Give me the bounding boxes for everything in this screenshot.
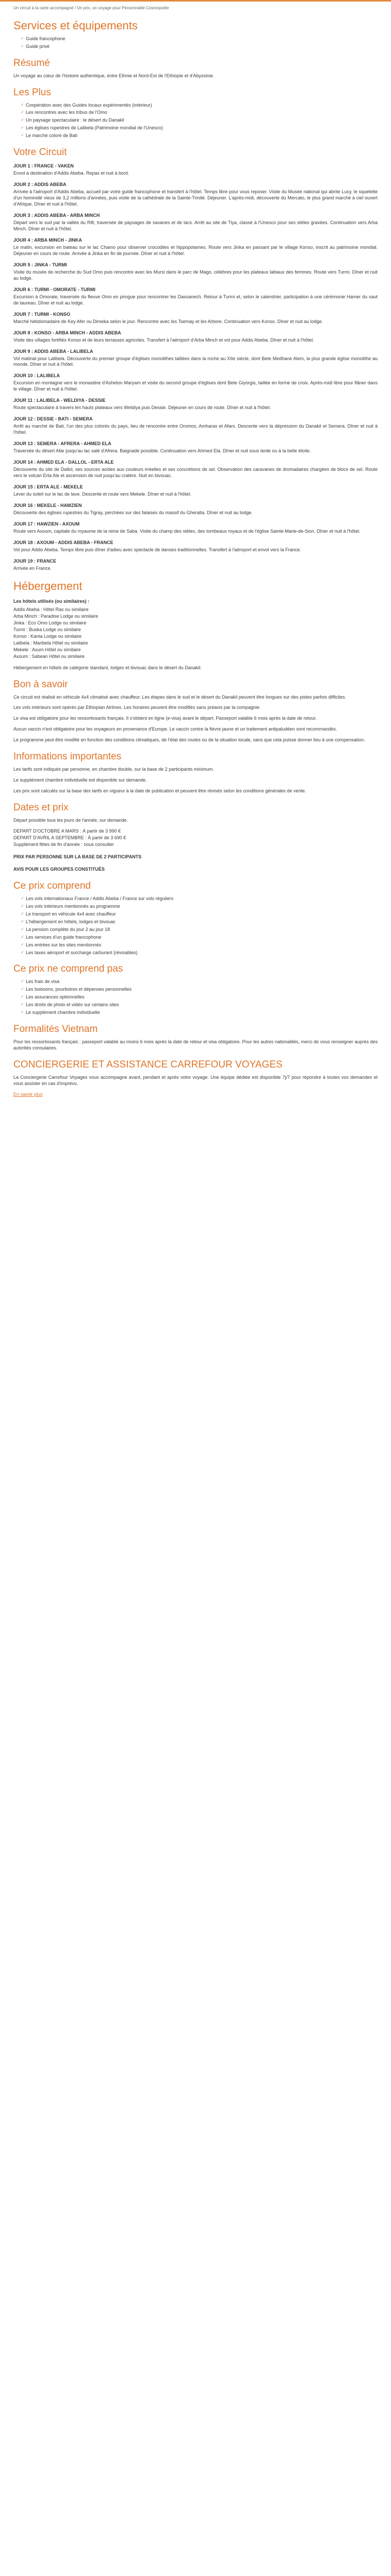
day-text: Route spectaculaire à travers les hauts plateaux vers Weldiya puis Dessie. Déjeuner en cours de route. Dîner et nuit à l'hôtel. xyxy=(13,405,271,411)
non-compris-list xyxy=(13,979,378,1016)
non-compris-item: ✓ Les frais de visa xyxy=(21,979,378,985)
infos-title: Informations importantes xyxy=(13,751,122,762)
comprend-item: ✓ Les services d'un guide francophone xyxy=(21,935,378,941)
page-intro: Un circuit à la carte accompagné / Un prix, un voyage pour Personnalité Cosmopolite xyxy=(13,6,169,10)
day-label: JOUR 9 : ADDIS ABEBA - LALIBELA xyxy=(13,348,93,354)
non-compris-item: ✓ Les boissons, pourboires et dépenses personnelles xyxy=(21,987,378,993)
conditions-paragraph: Ce circuit est réalisé en véhicule 4x4 climatisé avec chauffeur. Les étapes dans le sud et le désert du Danakil peuvent être longues sur des pistes parfois difficiles. xyxy=(13,694,347,700)
day-text: Route vers Axoum, capitale du royaume de la reine de Saba. Visite du champ des stèles, des tombeaux royaux et de l'église Sainte-Marie-de-Sion. Dîner et nuit à l'hôtel. xyxy=(13,528,361,534)
hebergement-note: Hébergement en hôtels de catégorie standard, lodges et bivouac dans le désert du Danakil. xyxy=(13,665,202,670)
plus-list xyxy=(13,103,378,140)
conditions-paragraph: Le visa est obligatoire pour les ressortissants français. Il s'obtient en ligne (e-visa) avant le départ. Passeport valable 6 mois après la date de retour. xyxy=(13,716,317,721)
day-label: JOUR 5 : JINKA - TURMI xyxy=(13,262,67,267)
day-text: Vol matinal pour Lalibela. Découverte du premier groupe d'églises monolithes taillées dans la roche au XIIe siècle, dont Bete Medhane Alem, la plus grande église monolithe au monde. Dîner et nuit à l'hôtel. xyxy=(13,355,378,367)
conditions-paragraph: Le programme peut être modifié en fonction des conditions climatiques, de l'état des routes ou de la situation locale, sans que cela puisse donner lieu à une compensation. xyxy=(13,737,365,743)
comprend-item: ✓ Les taxes aéroport et surcharge carburant (révisables) xyxy=(21,950,378,956)
comprend-item: ✓ Le transport en véhicule 4x4 avec chauffeur xyxy=(21,911,378,918)
day-label: JOUR 4 : ARBA MINCH - JINKA xyxy=(13,237,82,243)
day-text: Découverte du site de Dallol, ses sources acides aux couleurs irréelles et ses concrétions de sel. Observation des caravanes de dromadaires chargées de blocs de sel. Route vers le volcan Erta Ale et ascension de nuit jusqu'au cratère. Nuit en bivouac. xyxy=(13,467,378,479)
day-label: JOUR 18 : AXOUM - ADDIS ABEBA - FRANCE xyxy=(13,539,113,545)
formalites-text: Pour les ressortissants français : passeport valable au moins 6 mois après la date de retour et visa obligatoire. Pour les autres nationalités, merci de vous renseigner auprès des autorités consulaires. xyxy=(13,1039,378,1051)
day-text: Visite du musée de recherche du Sud Omo puis rencontre avec les Mursi dans le parc de Mago, célèbres pour les plateaux labiaux des femmes. Route vers Turmi. Dîner et nuit au lodge. xyxy=(13,269,378,281)
hotel-item: Mekele : Axum Hôtel ou similaire xyxy=(13,647,81,652)
infos-text xyxy=(13,767,378,794)
day-text: Visite des villages fortifiés Konso et de leurs terrasses agricoles. Transfert à l'aéroport d'Arba Minch et vol pour Addis Abeba. Dîner et nuit à l'hôtel. xyxy=(13,337,314,343)
plus-title: Les Plus xyxy=(13,87,51,98)
day-label: JOUR 10 : LALIBELA xyxy=(13,373,60,379)
main-content xyxy=(0,2,391,1098)
assistance-link[interactable]: En savoir plus xyxy=(13,1091,43,1097)
day-label: JOUR 3 : ADDIS ABEBA - ARBA MINCH xyxy=(13,213,100,218)
day-text: Arrêt au marché de Bati, l'un des plus colorés du pays, lieu de rencontre entre Oromos, Amharas et Afars. Descente vers la dépression du Danakil et Semera. Dîner et nuit à l'hôtel. xyxy=(13,423,378,435)
dates-row: Supplément fêtes de fin d'année : nous consulter xyxy=(13,841,114,847)
conditions-title: Bon à savoir xyxy=(13,679,68,690)
conditions-paragraph: Aucun vaccin n'est obligatoire pour les voyageurs en provenance d'Europe. Le vaccin contre la fièvre jaune et un traitement antipaludéen sont recommandés. xyxy=(13,726,337,732)
day-text: Arrivée à l'aéroport d'Addis Abeba, accueil par votre guide francophone et transfert à l'hôtel. Temps libre pour vous reposer. Visite du Musée national qui abrite Lucy, le squelette d'un hominidé vieux de 3,2 millions d'années, puis visite de la cathédrale de la Sainte-Trinité. Déjeuner. L'après-midi, découverte du Mercato, le plus grand marché à ciel ouvert d'Afrique. Dîner et nuit à l'hôtel. xyxy=(13,189,378,207)
dates-row: DEPART D'OCTOBRE A MARS : À partir de 3 990 € xyxy=(13,828,121,834)
services-title: Services et équipements xyxy=(13,19,138,32)
day-label: JOUR 7 : TURMI - KONSO xyxy=(13,311,71,317)
dates-title: Dates et prix xyxy=(13,802,69,814)
services-item: ✓ Guide privé xyxy=(21,44,378,50)
programme-title: Votre Circuit xyxy=(13,147,67,158)
assistance-text: La Conciergerie Carrefour Voyages vous accompagne avant, pendant et après votre voyage. Une équipe dédiée est disponible 7j/7 pour répondre à toutes vos demandes et vous assister en cas d'imprévu. xyxy=(13,1074,378,1086)
assistance-title: CONCIERGERIE ET ASSISTANCE CARREFOUR VOYAGES xyxy=(13,1059,283,1071)
conditions-paragraph: Les vols intérieurs sont opérés par Ethiopian Airlines. Les horaires peuvent être modifiés sans préavis par la compagnie. xyxy=(13,705,261,710)
day-text: Excursion à Omorate, traversée du fleuve Omo en pirogue pour rencontrer les Dassanech. Retour à Turmi et, selon le calendrier, participation à une cérémonie Hamer du saut de taureau. Dîner et nuit au lodge. xyxy=(13,294,378,306)
hotel-item: Konso : Kanta Lodge ou similaire xyxy=(13,633,82,639)
day-label: JOUR 2 : ADDIS ABEBA xyxy=(13,182,67,188)
resume-text: Un voyage au cœur de l'histoire authentique, entre Ethnie et Nord-Est de l'Ethiopie et d'Abyssinie. xyxy=(13,73,215,78)
dates-line: AVIS POUR LES GROUPES CONSTITUÉS xyxy=(13,866,105,872)
comprend-item: ✓ L'hébergement en hôtels, lodges et bivouac xyxy=(21,919,378,925)
day-text: Départ vers le sud par la vallée du Rift, traversée de paysages de savanes et de lacs. Arrêt au site de Tiya, classé à l'Unesco pour ses stèles gravées. Continuation vers Arba Minch. Dîner et nuit à l'hôtel. xyxy=(13,220,378,231)
services-item: ✓ Guide francophone xyxy=(21,36,378,42)
hebergement-title: Hébergement xyxy=(13,579,83,592)
comprend-list xyxy=(13,896,378,956)
formalites-title: Formalités Vietnam xyxy=(13,1024,98,1035)
day-text: Traversée du désert Afar jusqu'au lac salé d'Afrera. Baignade possible. Continuation vers Ahmed Ela. Dîner et nuit sous tente ou à la belle étoile. xyxy=(13,448,311,454)
hebergement-intro: Les hôtels utilisés (ou similaires) : xyxy=(13,598,90,604)
comprend-item: ✓ Les vols intérieurs mentionnés au programme xyxy=(21,904,378,910)
hotel-item: Lalibela : Maribela Hôtel ou similaire xyxy=(13,640,88,646)
hotel-item: Arba Minch : Paradise Lodge ou similaire xyxy=(13,613,99,619)
plus-item: ✓ Les rencontres avec les tribus de l'Omo xyxy=(21,110,378,116)
day-text: Excursion en montagne vers le monastère d'Asheton Maryam et visite du second groupe d'églises dont Bete Giyorgis, taillée en forme de croix. Après-midi libre pour flâner dans le village. Dîner et nuit à l'hôtel. xyxy=(13,380,378,392)
day-text: Découverte des églises rupestres du Tigray, perchées sur des falaises du massif du Gheralta. Dîner et nuit au lodge. xyxy=(13,510,253,515)
programme-days xyxy=(13,163,378,572)
day-label: JOUR 1 : FRANCE - VAKEN xyxy=(13,163,74,169)
day-text: Le matin, excursion en bateau sur le lac Chamo pour observer crocodiles et hippopotames. Route vers Jinka en passant par le village Konso, inscrit au patrimoine mondial. Déjeuner en cours de route. Arrivée à Jinka en fin de journée. Dîner et nuit à l'hôtel. xyxy=(13,244,378,256)
plus-item: ✓ Les églises rupestres de Lalibela (Patrimoine mondial de l'Unesco) xyxy=(21,125,378,131)
comprend-item: ✓ La pension complète du jour 2 au jour 18 xyxy=(21,927,378,933)
non-compris-item: ✓ Les droits de photo et vidéo sur certains sites xyxy=(21,1002,378,1008)
day-text: Envol à destination d'Addis Abeba. Repas et nuit à bord. xyxy=(13,171,129,176)
hotel-list xyxy=(13,607,378,660)
conditions-text xyxy=(13,694,378,744)
dates-row: DEPART D'AVRIL A SEPTEMBRE : À partir de 3 690 € xyxy=(13,835,126,840)
infos-paragraph: Les tarifs sont indiqués par personne, en chambre double, sur la base de 2 participants minimum. xyxy=(13,767,214,772)
day-text: Marché hebdomadaire de Key Afer ou Dimeka selon le jour. Rencontre avec les Tsemay et les Arbore. Continuation vers Konso. Dîner et nuit au lodge. xyxy=(13,318,323,324)
day-label: JOUR 12 : DESSIE - BATI - SEMERA xyxy=(13,416,93,422)
plus-item: ✓ Coopération avec des Guides locaux expérimentés (intérieur) xyxy=(21,103,378,109)
day-text: Lever du soleil sur le lac de lave. Descente et route vers Mekele. Dîner et nuit à l'hôtel. xyxy=(13,492,191,497)
infos-paragraph: Les prix sont calculés sur la base des tarifs en vigueur à la date de publication et peuvent être révisés selon les conditions générales de vente. xyxy=(13,788,306,794)
non-compris-item: ✓ Le supplément chambre individuelle xyxy=(21,1010,378,1016)
day-label: JOUR 6 : TURMI - OMORATE - TURMI xyxy=(13,286,95,292)
comprend-item: ✓ Les vols internationaux France / Addis Abeba / France sur vols réguliers xyxy=(21,896,378,902)
day-text: Arrivée en France. xyxy=(13,565,52,571)
day-label: JOUR 14 : AHMED ELA - DALLOL - ERTA ALE xyxy=(13,460,114,465)
dates-intro: Départ possible tous les jours de l'année, sur demande. xyxy=(13,818,128,823)
dates-line: PRIX PAR PERSONNE SUR LA BASE DE 2 PARTICIPANTS xyxy=(13,854,142,859)
comprend-item: ✓ Les entrées sur les sites mentionnés xyxy=(21,942,378,948)
day-text: Vol pour Addis Abeba. Temps libre puis dîner d'adieu avec spectacle de danses traditionnelles. Transfert à l'aéroport et envol vers la France. xyxy=(13,547,301,552)
infos-paragraph: Le supplément chambre individuelle est disponible sur demande. xyxy=(13,777,147,783)
hotel-item: Turmi : Buska Lodge ou similaire xyxy=(13,626,81,632)
day-label: JOUR 16 : MEKELE - HAWZIEN xyxy=(13,502,82,508)
hotel-item: Addis Abeba : Hôtel Ras ou similaire xyxy=(13,606,89,612)
hotel-item: Axoum : Sabean Hôtel ou similaire xyxy=(13,653,85,659)
hotel-item: Jinka : Eco Omo Lodge ou similaire xyxy=(13,620,87,625)
non-compris-title: Ce prix ne comprend pas xyxy=(13,963,123,975)
plus-item: ✓ Le marché coloré de Bati xyxy=(21,133,378,139)
resume-title: Résumé xyxy=(13,57,50,69)
services-list xyxy=(13,36,378,50)
day-label: JOUR 8 : KONSO - ARBA MINCH - ADDIS ABEBA xyxy=(13,330,121,335)
dates-list xyxy=(13,828,378,848)
day-label: JOUR 19 : FRANCE xyxy=(13,558,57,564)
day-label: JOUR 11 : LALIBELA - WELDIYA - DESSIE xyxy=(13,398,106,403)
comprend-title: Ce prix comprend xyxy=(13,880,91,891)
plus-item: ✓ Un paysage spectaculaire : le désert du Danakil xyxy=(21,117,378,124)
non-compris-item: ✓ Les assurances optionnelles xyxy=(21,994,378,1001)
day-label: JOUR 13 : SEMERA - AFRERA - AHMED ELA xyxy=(13,441,111,447)
day-label: JOUR 15 : ERTA ALE - MEKELE xyxy=(13,484,83,490)
day-label: JOUR 17 : HAWZIEN - AXOUM xyxy=(13,521,80,527)
